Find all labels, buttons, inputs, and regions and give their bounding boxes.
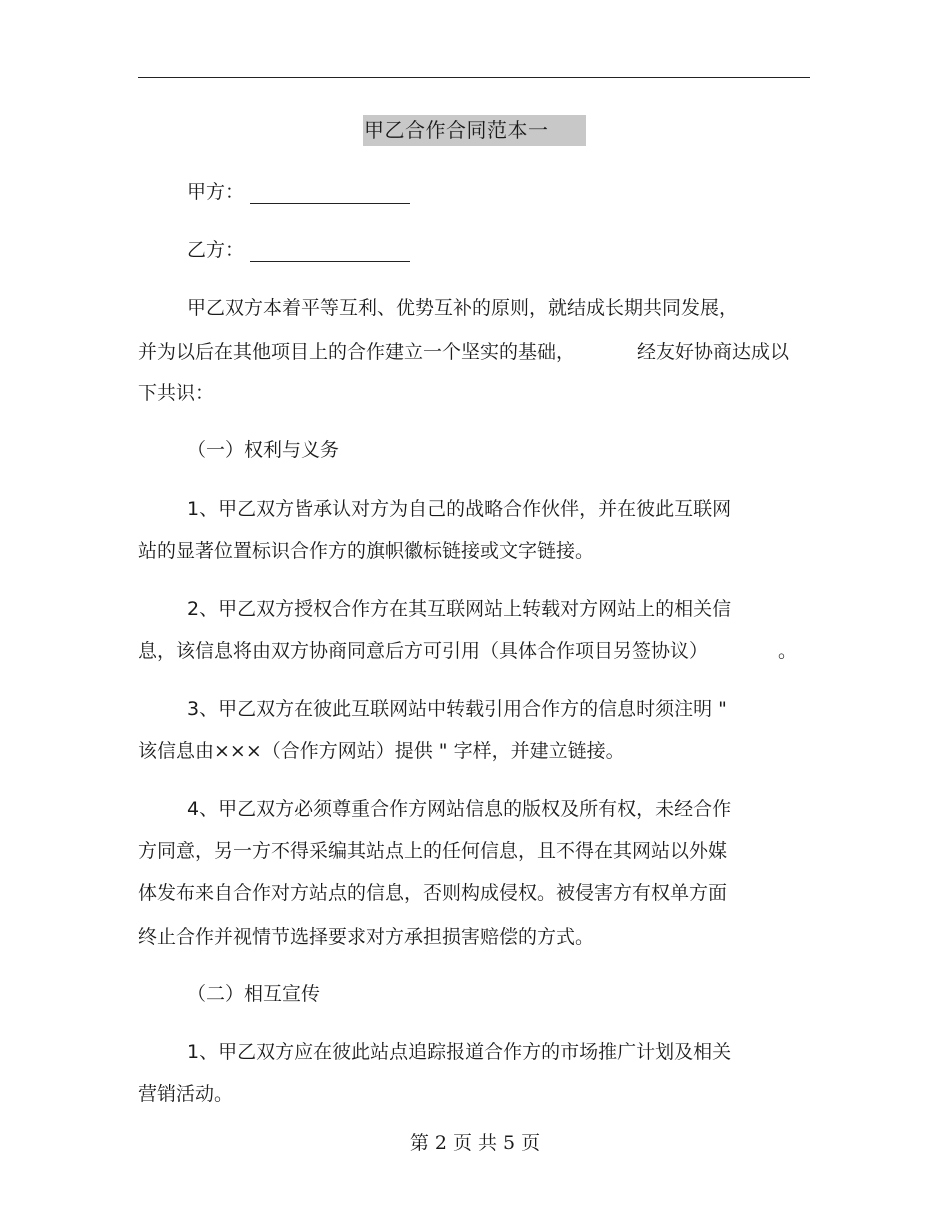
- party-a-blank: [250, 203, 410, 204]
- section-2-item-1-line-1: 1、甲乙双方应在彼此站点追踪报道合作方的市场推广计划及相关: [187, 1041, 732, 1063]
- party-a-label: 甲方：: [187, 181, 245, 203]
- header-rule: [138, 77, 810, 78]
- section-1-item-2-line-1: 2、甲乙双方授权合作方在其互联网站上转载对方网站上的相关信: [187, 598, 732, 620]
- section-1-heading: （一）权利与义务: [187, 439, 340, 461]
- intro-line-3: 下共识：: [138, 382, 215, 404]
- party-b-blank: [250, 261, 410, 262]
- section-1-item-4-line-1: 4、甲乙双方必须尊重合作方网站信息的版权及所有权，未经合作: [187, 798, 732, 820]
- section-1-item-2-line-2b: 。: [778, 640, 798, 662]
- section-1-item-2-line-2a: 息，该信息将由双方协商同意后方可引用（具体合作项目另签协议）: [138, 640, 709, 662]
- section-1-item-4-line-4: 终止合作并视情节选择要求对方承担损害赔偿的方式。: [138, 926, 595, 948]
- intro-line-2a: 并为以后在其他项目上的合作建立一个坚实的基础，: [138, 341, 576, 363]
- section-1-item-3-line-1: 3、甲乙双方在彼此互联网站中转载引用合作方的信息时须注明 ": [187, 698, 727, 720]
- intro-line-1: 甲乙双方本着平等互利、优势互补的原则，就结成长期共同发展，: [187, 297, 739, 319]
- section-1-item-1-line-2: 站的显著位置标识合作方的旗帜徽标链接或文字链接。: [138, 540, 595, 562]
- section-1-item-3-line-2: 该信息由×××（合作方网站）提供 " 字样，并建立链接。: [138, 740, 625, 762]
- section-1-item-4-line-3: 体发布来自合作对方站点的信息，否则构成侵权。被侵害方有权单方面: [138, 882, 728, 904]
- section-1-item-4-line-2: 方同意，另一方不得采编其站点上的任何信息，且不得在其网站以外媒: [138, 840, 728, 862]
- section-2-item-1-line-2: 营销活动。: [138, 1083, 234, 1105]
- party-b-label: 乙方：: [187, 239, 245, 261]
- page-number-footer: 第 2 页 共 5 页: [409, 1132, 541, 1154]
- section-2-heading: （二）相互宣传: [187, 983, 321, 1005]
- document-title: 甲乙合作合同范本一: [363, 115, 586, 146]
- intro-line-2b: 经友好协商达成以: [637, 341, 790, 363]
- section-1-item-1-line-1: 1、甲乙双方皆承认对方为自己的战略合作伙伴，并在彼此互联网: [187, 498, 732, 520]
